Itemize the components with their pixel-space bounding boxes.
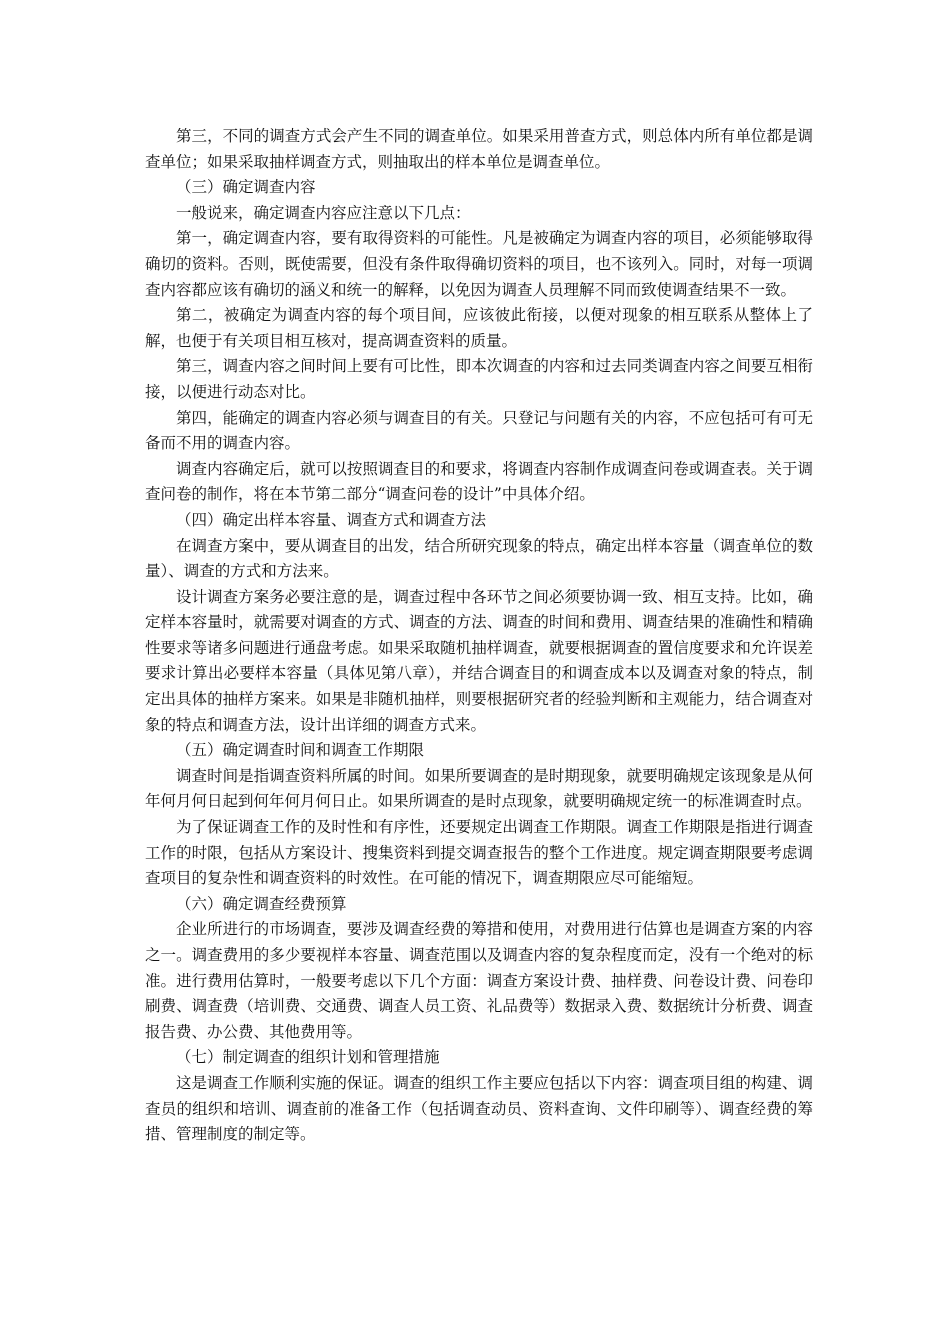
paragraph-survey-time: 调查时间是指调查资料所属的时间。如果所要调查的是时期现象，就要明确规定该现象是从何年何月何日起到何年何月何日止。如果所调查的是时点现象，就要明确规定统一的标准调查时点。 bbox=[145, 766, 813, 811]
paragraph-budget: 企业所进行的市场调查，要涉及调查经费的筹措和使用，对费用进行估算也是调查方案的内容之一。调查费用的多少要视样本容量、调查范围以及调查内容的复杂程度而定，没有一个绝对的标准。进行费用估算时，一般要考虑以下几个方面：调查方案设计费、抽样费、问卷设计费、问卷印刷费、调查费（培训费、交通费、调查人员工资、礼品费等）数据录入费、数据统计分析费、调查报告费、办公费、其他费用等。 bbox=[145, 920, 813, 1041]
section-heading-7: （七）制定调查的组织计划和管理措施 bbox=[176, 1048, 440, 1067]
paragraph-content-third: 第三，调查内容之间时间上要有可比性，即本次调查的内容和过去同类调查内容之间要互相衔接，以便进行动态对比。 bbox=[145, 357, 813, 401]
paragraph-content-second: 第二，被确定为调查内容的每个项目间，应该彼此衔接，以便对现象的相互联系从整体上了解，也便于有关项目相互核对，提高调查资料的质量。 bbox=[145, 306, 813, 350]
section-heading-4: （四）确定出样本容量、调查方式和调查方法 bbox=[176, 510, 487, 529]
document-page bbox=[145, 124, 813, 1148]
paragraph-content-first: 第一，确定调查内容，要有取得资料的可能性。凡是被确定为调查内容的项目，必须能够取得确切的资料。否则，既使需要，但没有条件取得确切资料的项目，也不该列入。同时，对每一项调查内容都应该有确切的涵义和统一的解释，以免因为调查人员理解不同而致使调查结果不一致。 bbox=[145, 229, 813, 299]
paragraph-questionnaire: 调查内容确定后，就可以按照调查目的和要求，将调查内容制作成调查问卷或调查表。关于调查问卷的制作，将在本节第二部分“调查问卷的设计”中具体介绍。 bbox=[145, 459, 813, 504]
section-heading-3: （三）确定调查内容 bbox=[176, 178, 316, 197]
paragraph-content-intro: 一般说来，确定调查内容应注意以下几点： bbox=[176, 203, 471, 222]
section-heading-5: （五）确定调查时间和调查工作期限 bbox=[176, 741, 425, 760]
paragraph-survey-unit-third: 第三，不同的调查方式会产生不同的调查单位。如果采用普查方式，则总体内所有单位都是调查单位；如果采取抽样调查方式，则抽取出的样本单位是调查单位。 bbox=[145, 127, 813, 171]
paragraph-content-fourth: 第四，能确定的调查内容必须与调查目的有关。只登记与问题有关的内容，不应包括可有可无备而不用的调查内容。 bbox=[145, 408, 813, 453]
paragraph-work-period: 为了保证调查工作的及时性和有序性，还要规定出调查工作期限。调查工作期限是指进行调查工作的时限，包括从方案设计、搜集资料到提交调查报告的整个工作进度。规定调查期限要考虑调查项目的复杂性和调查资料的时效性。在可能的情况下，调查期限应尽可能缩短。 bbox=[145, 818, 813, 888]
paragraph-sample-size: 在调查方案中，要从调查目的出发，结合所研究现象的特点，确定出样本容量（调查单位的数量）、调查的方式和方法来。 bbox=[145, 536, 813, 581]
paragraph-organization: 这是调查工作顺利实施的保证。调查的组织工作主要应包括以下内容：调查项目组的构建、调查员的组织和培训、调查前的准备工作（包括调查动员、资料查询、文件印刷等）、调查经费的筹措、管理制度的制定等。 bbox=[145, 1073, 813, 1144]
section-heading-6: （六）确定调查经费预算 bbox=[176, 894, 347, 913]
paragraph-design-notes: 设计调查方案务必要注意的是，调查过程中各环节之间必须要协调一致、相互支持。比如，确定样本容量时，就需要对调查的方式、调查的方法、调查的时间和费用、调查结果的准确性和精确性要求等诸多问题进行通盘考虑。如果采取随机抽样调查，就要根据调查的置信度要求和允许误差要求计算出必要样本容量（具体见第八章），并结合调查目的和调查成本以及调查对象的特点，制定出具体的抽样方案来。如果是非随机抽样，则要根据研究者的经验判断和主观能力，结合调查对象的特点和调查方法，设计出详细的调查方式来。 bbox=[145, 587, 813, 734]
